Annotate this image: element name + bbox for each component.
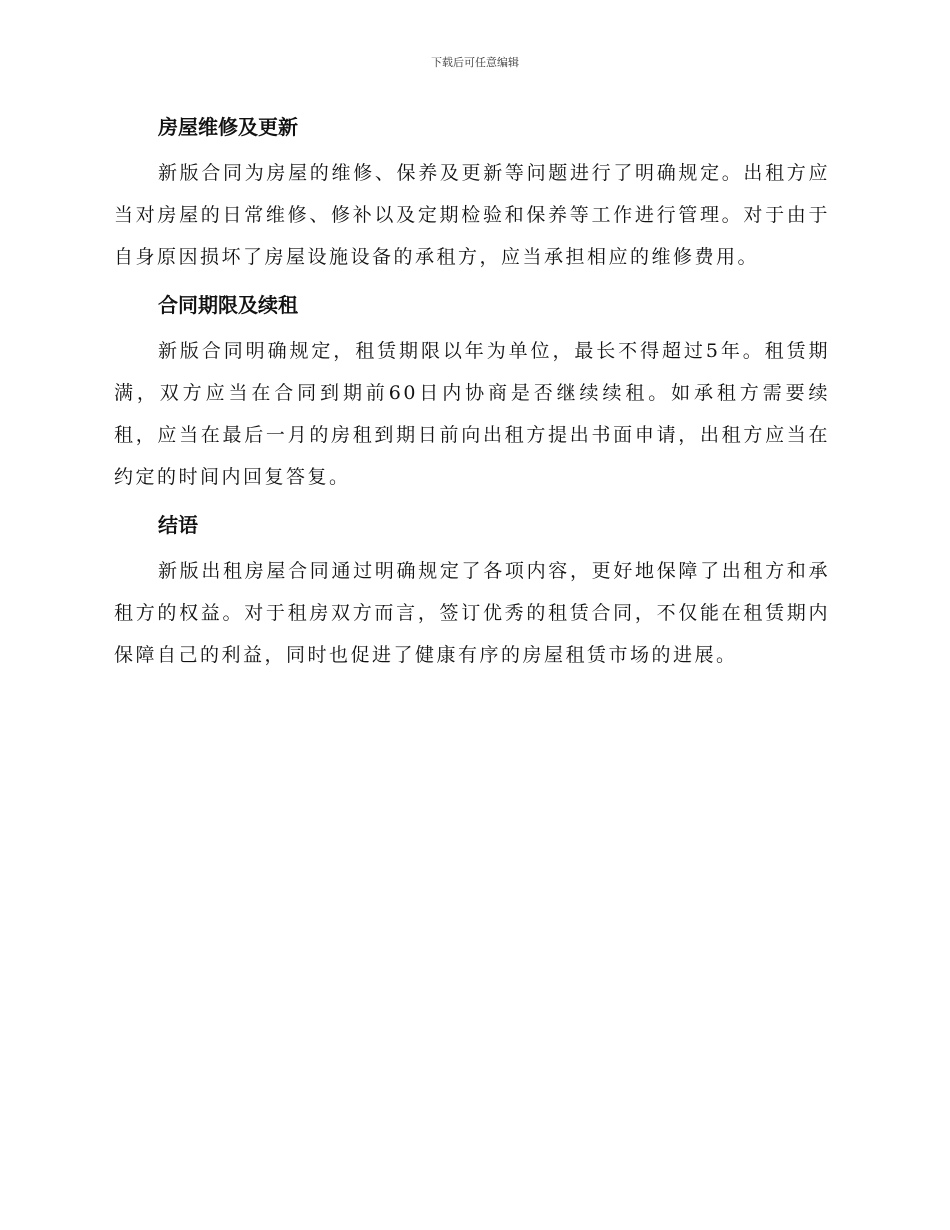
header-note: 下载后可任意编辑 xyxy=(431,56,519,69)
section-term-renewal xyxy=(114,288,830,498)
document-content xyxy=(114,110,830,686)
section-heading: 房屋维修及更新 xyxy=(158,115,298,139)
section-paragraph: 新版合同为房屋的维修、保养及更新等问题进行了明确规定。出租方应当对房屋的日常维修、修补以及定期检验和保养等工作进行管理。对于由于自身原因损坏了房屋设施设备的承租方，应当承担相应的维修费用。 xyxy=(114,162,830,268)
section-paragraph: 新版出租房屋合同通过明确规定了各项内容，更好地保障了出租方和承租方的权益。对于租房双方而言，签订优秀的租赁合同，不仅能在租赁期内保障自己的利益，同时也促进了健康有序的房屋租赁市场的进展。 xyxy=(114,560,830,666)
section-heading: 结语 xyxy=(158,513,198,537)
section-conclusion xyxy=(114,508,830,676)
section-paragraph: 新版合同明确规定，租赁期限以年为单位，最长不得超过5年。租赁期满，双方应当在合同到期前60日内协商是否继续续租。如承租方需要续租，应当在最后一月的房租到期日前向出租方提出书面申请，出租方应当在约定的时间内回复答复。 xyxy=(114,340,830,488)
section-heading: 合同期限及续租 xyxy=(158,293,298,317)
section-maintenance xyxy=(114,110,830,278)
